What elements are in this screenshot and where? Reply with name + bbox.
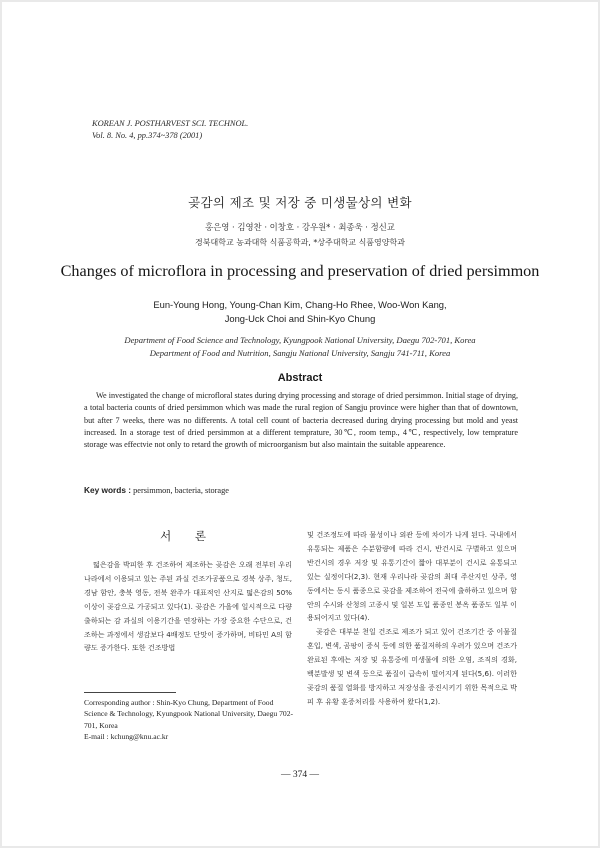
footnote-rule xyxy=(84,692,176,693)
intro-paragraph: 곶감은 대부분 천일 건조로 제조가 되고 있어 건조기간 중 이물질 혼입, 변색, 곰팡이 증식 등에 의한 품질저하의 우려가 있으며 건조가 완료된 후에는 저장 및 유통중에 미생물에 의한 오염, 조직의 경화, 백분발생 및 변색 등으로 품질이 급속히 떨어지게 된다(5,6). 이러한 곶감의 품질 열화를 방지하고 저장성을 증진시키기 위한 목적으로 박피 후 유황 훈증처리를 사용하여 왔다(1,2). xyxy=(307,627,517,706)
footnote-email: E-mail : kchung@knu.ac.kr xyxy=(84,732,169,742)
english-title: Changes of microflora in processing and preservation of dried persimmon xyxy=(60,262,540,280)
abstract-heading: Abstract xyxy=(277,372,323,384)
section-heading: 서 론 xyxy=(160,529,216,543)
intro-paragraph: 및 건조정도에 따라 물성이나 외관 등에 차이가 나게 된다. 국내에서 유통되는 제품은 수분함량에 따라 건시, 반건시로 구별하고 있으며 반건시의 경우 저장 및 유통기간이 짧아 대부분이 건시로 유통되고 있는 실정이다(2,3). 현재 우리나라 곶감의 최대 주산지인 상주, 영동에서는 동시 품종으로 곶감을 제조하여 전국에 출하하고 있으며 함안의 수시와 산청의 고종시 및 일본 도입 품종인 봉옥 품종도 일부 이용되어지고 있다(4). xyxy=(307,530,517,623)
english-authors-line: Jong-Uck Choi and Shin-Kyo Chung xyxy=(224,313,376,324)
footnote xyxy=(84,697,294,743)
korean-authors: 홍은영 · 김영찬 · 이창호 · 강우원* · 최종욱 · 정신교 xyxy=(205,222,395,232)
keywords-value: persimmon, bacteria, storage xyxy=(133,486,229,495)
journal-volume: Vol. 8. No. 4, pp.374~378 (2001) xyxy=(92,131,203,140)
abstract-body: We investigated the change of microfloral states during drying processing and storage of dried persimmon. Initial stage of drying, a total bacteria counts of dried persimmon which was made the rural region of Sangju province were higher than that of downtown, but after 7 weeks, there was no differents. A total cell count of bacteria decreased during drying processing but mold and yeast increased. In a storage test of dried persimmon at a different temprature, 30℃, room temp., 4℃, respectively, low temprature storage was effectvie not only to retard the growth of microorganism but also maintain the suitable appearence. xyxy=(84,391,518,450)
affiliation-line: Department of Food Science and Technology, Kyungpook National University, Daegu 702-701, Korea xyxy=(124,335,476,345)
journal-header xyxy=(92,118,352,142)
intro-paragraph: 떫은감을 박피한 후 건조하여 제조하는 곶감은 오래 전부터 우리나라에서 이용되고 있는 주된 과실 건조가공품으로 경북 상주, 청도, 경남 함안, 충북 영동, 전북 완주가 대표적인 산지로 떫은감의 50% 이상이 곶감으로 가공되고 있다(1). 곶감은 가을에 일시적으로 다량 출하되는 감 과실의 이용기간을 연장하는 가장 중요한 수단으로, 건조하는 과정에서 생감보다 4배정도 단맛이 증가하며, 비타민 A의 함량도 증가한다. 또한 건조방법 xyxy=(84,560,292,653)
left-column xyxy=(84,528,292,655)
english-authors xyxy=(0,298,600,326)
keywords xyxy=(84,485,518,495)
journal-name: KOREAN J. POSTHARVEST SCI. TECHNOL. xyxy=(92,119,249,128)
korean-title: 곶감의 제조 및 저장 중 미생물상의 변화 xyxy=(188,195,412,210)
english-authors-line: Eun-Young Hong, Young-Chan Kim, Chang-Ho Rhee, Woo-Won Kang, xyxy=(153,299,447,310)
korean-affiliation: 경북대학교 농과대학 식품공학과, *상주대학교 식품영양학과 xyxy=(195,238,405,247)
footnote-author: Corresponding author : Shin-Kyo Chung, Department of Food Science & Technology, Kyungpook National University, Daegu 702-701, Korea xyxy=(84,698,294,730)
page-number: — 374 — xyxy=(281,770,319,780)
affiliation-line: Department of Food and Nutrition, Sangju National University, Sangju 741-711, Korea xyxy=(149,348,451,358)
english-affiliation xyxy=(0,334,600,360)
keywords-label: Key words : xyxy=(84,485,132,495)
right-column xyxy=(307,528,517,709)
